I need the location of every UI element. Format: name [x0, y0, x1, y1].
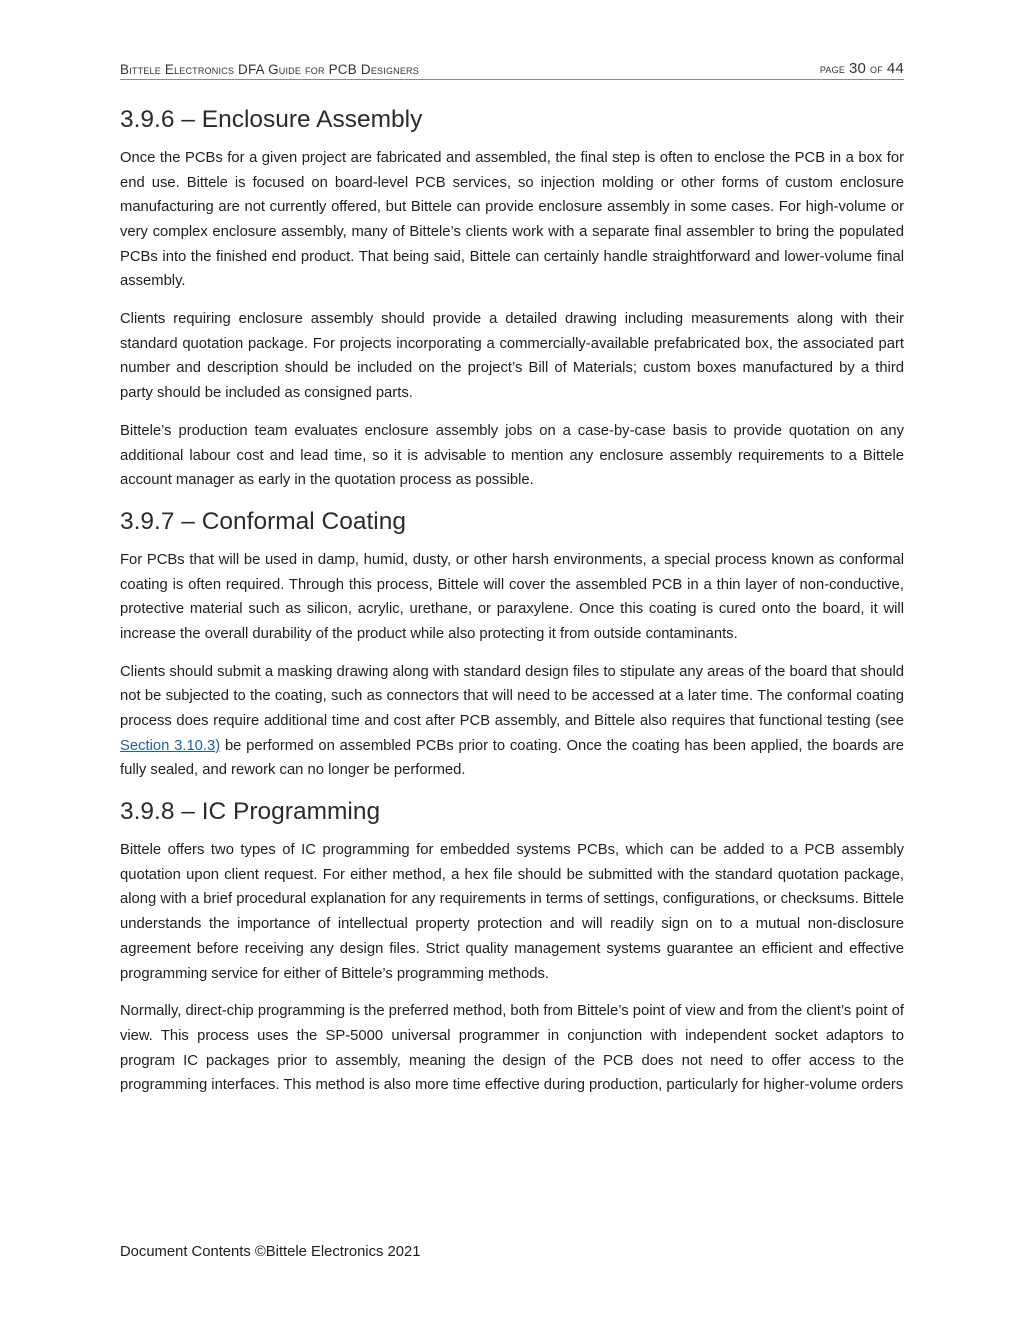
- paragraph: Clients requiring enclosure assembly should provide a detailed drawing including measurements along with their standard quotation package. For projects incorporating a commercially-available prefabricated box, the associated part number and description should be included on the project’s Bill of Materials; custom boxes manufactured by a third party should be included as consigned parts.: [120, 311, 904, 402]
- header-page-current: 30: [849, 60, 867, 77]
- section-heading: 3.9.8 – IC Programming: [120, 798, 381, 826]
- page-content: [120, 104, 904, 1111]
- running-header: [120, 60, 904, 80]
- section-enclosure-assembly: [120, 104, 904, 493]
- paragraph: Normally, direct-chip programming is the preferred method, both from Bittele’s point of view and from the client’s point of view. This process uses the SP-5000 universal programmer in conjunction with independent socket adaptors to program IC packages prior to assembly, meaning the design of the PCB does not need to offer access to the programming interfaces. This method is also more time effective during production, particularly for higher-volume orders: [120, 1003, 904, 1094]
- header-page-of: of: [870, 61, 883, 76]
- paragraph-text-after-link: be performed on assembled PCBs prior to coating. Once the coating has been applied, the boards are fully sealed, and rework can no longer be performed.: [120, 737, 904, 779]
- section-heading: 3.9.6 – Enclosure Assembly: [120, 106, 423, 133]
- paragraph: Bittele’s production team evaluates enclosure assembly jobs on a case-by-case basis to provide quotation on any additional labour cost and lead time, so it is advisable to mention any enclosure assembly requirements to a Bittele account manager as early in the quotation process as possible.: [120, 422, 904, 489]
- section-heading: 3.9.7 – Conformal Coating: [120, 507, 406, 535]
- section-3-10-3-link[interactable]: Section 3.10.3): [120, 737, 221, 754]
- paragraph-text-before-link: Clients should submit a masking drawing along with standard design files to stipulate any areas of the board that should not be subjected to the coating, such as connectors that will need to be accessed at a later time. The conformal coating process does require additional time and cost after PCB assembly, and Bittele also requires that functional testing (see: [120, 663, 904, 730]
- paragraph: Bittele offers two types of IC programming for embedded systems PCBs, which can be added to a PCB assembly quotation upon client request. For either method, a hex file should be submitted with the standard quotation package, along with a brief procedural explanation for any requirements in terms of settings, configurations, or checksums. Bittele understands the importance of intellectual property protection and will readily sign on to a mutual non-disclosure agreement before receiving any design files. Strict quality management systems guarantee an efficient and effective programming service for either of Bittele’s programming methods.: [120, 842, 904, 982]
- section-ic-programming: [120, 796, 904, 1098]
- section-conformal-coating: [120, 506, 904, 783]
- header-page-number: [820, 60, 904, 77]
- header-page-word: page: [819, 61, 846, 76]
- header-document-title: Bittele Electronics DFA Guide for PCB Designers: [120, 62, 419, 77]
- header-page-total: 44: [886, 60, 904, 77]
- page-footer: Document Contents ©Bittele Electronics 2021: [120, 1244, 421, 1260]
- paragraph-with-link: [120, 660, 904, 784]
- paragraph: Once the PCBs for a given project are fabricated and assembled, the final step is often to enclose the PCB in a box for end use. Bittele is focused on board-level PCB services, so injection molding or other forms of custom enclosure manufacturing are not currently offered, but Bittele can provide enclosure assembly in some cases. For high-volume or very complex enclosure assembly, many of Bittele’s clients work with a separate final assembler to bring the populated PCBs into the finished end product. That being said, Bittele can certainly handle straightforward and lower-volume final assembly.: [120, 149, 904, 290]
- paragraph: For PCBs that will be used in damp, humid, dusty, or other harsh environments, a special process known as conformal coating is often required. Through this process, Bittele will cover the assembled PCB in a thin layer of non-conductive, protective material such as silicon, acrylic, urethane, or paraxylene. Once this coating is cured onto the board, it will increase the overall durability of the product while also protecting it from outside contaminants.: [120, 551, 904, 642]
